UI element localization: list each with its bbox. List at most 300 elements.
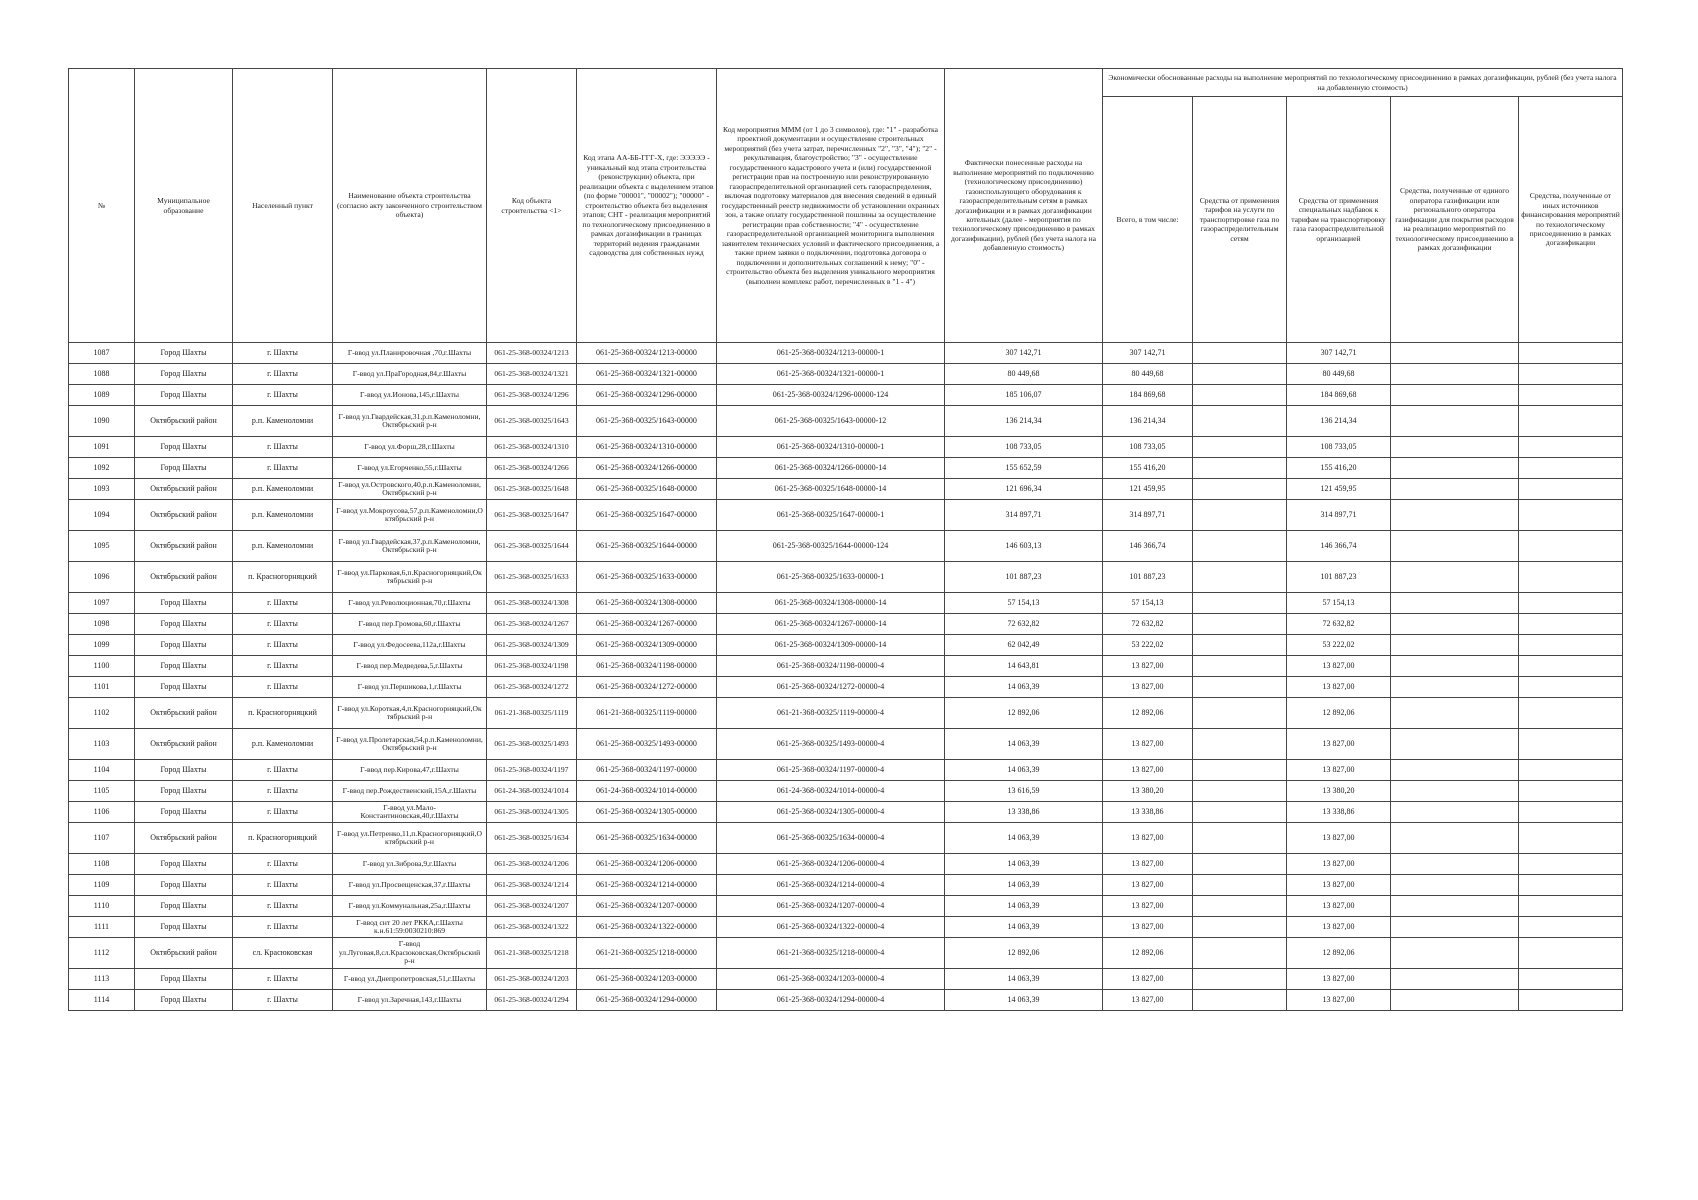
cell-special-markups: 13 380,20	[1287, 781, 1391, 802]
cell-event-code: 061-25-368-00325/1647-00000-1	[717, 500, 945, 531]
table-row	[69, 917, 1623, 938]
cell-municipality: Город Шахты	[135, 802, 233, 823]
cell-total: 13 827,00	[1103, 729, 1193, 760]
cell-object-code: 061-25-368-00324/1309	[487, 635, 577, 656]
cell-total: 13 827,00	[1103, 896, 1193, 917]
header-event-code: Код мероприятия МММ (от 1 до 3 символов), где: "1" - разработка проектной документации и осуществление строительных мероприятий (без учета затрат, перечисленных "2", "3", "4"); "2" - рекультивация, благоустройство; "3" - осуществление государственного кадастрового учета и (или) государственной регистрации прав на построенную или реконструированную газораспределительной организацией сеть газораспределения, включая подготовку материалов для внесения сведений в единый государственный реестр недвижимости об установлении охранных зон, а также оплату государственной пошлины за осуществление регистрации прав собственности; "4" - осуществление газораспределительной организацией мониторинга выполнения заявителем технических условий и фактического присоединения, а также прием заявки о подключении, подготовка договора о подключении и дополнительных соглашений к нему; "0" - строительство объекта без выделения уникального мероприятия (выполнен комплекс работ, перечисленных в "1 - 4")	[717, 69, 945, 343]
cell-num: 1108	[69, 854, 135, 875]
cell-locality: г. Шахты	[233, 385, 333, 406]
cell-event-code: 061-25-368-00325/1634-00000-4	[717, 823, 945, 854]
header-total: Всего, в том числе:	[1103, 97, 1193, 343]
cell-stage-code: 061-25-368-00324/1203-00000	[577, 969, 717, 990]
cell-object-name: Г-ввод ул.Петренко,11,п.Красногорняцкий,О ктябрьский р-н	[333, 823, 487, 854]
cell-actual-costs: 314 897,71	[945, 500, 1103, 531]
cell-tariff-transport	[1193, 677, 1287, 698]
cell-municipality: Октябрьский район	[135, 500, 233, 531]
cell-special-markups: 121 459,95	[1287, 479, 1391, 500]
cell-actual-costs: 13 616,59	[945, 781, 1103, 802]
cell-total: 184 869,68	[1103, 385, 1193, 406]
cell-event-code: 061-25-368-00324/1214-00000-4	[717, 875, 945, 896]
cell-object-name: Г-ввод ул.Ионова,145,г.Шахты	[333, 385, 487, 406]
cell-total: 13 827,00	[1103, 760, 1193, 781]
cell-operator-funds	[1391, 760, 1519, 781]
cell-municipality: Город Шахты	[135, 593, 233, 614]
table-row	[69, 656, 1623, 677]
cell-stage-code: 061-25-368-00325/1633-00000	[577, 562, 717, 593]
cell-stage-code: 061-25-368-00324/1272-00000	[577, 677, 717, 698]
cell-total: 13 827,00	[1103, 656, 1193, 677]
cell-event-code: 061-25-368-00324/1198-00000-4	[717, 656, 945, 677]
cell-num: 1100	[69, 656, 135, 677]
cell-num: 1106	[69, 802, 135, 823]
cell-event-code: 061-21-368-00325/1218-00000-4	[717, 938, 945, 969]
cell-municipality: Город Шахты	[135, 656, 233, 677]
cell-locality: р.п. Каменоломни	[233, 479, 333, 500]
cell-locality: г. Шахты	[233, 917, 333, 938]
cell-other-sources	[1519, 437, 1623, 458]
cell-event-code: 061-25-368-00324/1203-00000-4	[717, 969, 945, 990]
cell-object-code: 061-25-368-00324/1305	[487, 802, 577, 823]
cell-operator-funds	[1391, 635, 1519, 656]
cell-operator-funds	[1391, 729, 1519, 760]
cell-stage-code: 061-25-368-00324/1322-00000	[577, 917, 717, 938]
cell-other-sources	[1519, 531, 1623, 562]
cell-object-code: 061-25-368-00325/1633	[487, 562, 577, 593]
cell-operator-funds	[1391, 781, 1519, 802]
cell-special-markups: 136 214,34	[1287, 406, 1391, 437]
cell-num: 1087	[69, 343, 135, 364]
table-row	[69, 896, 1623, 917]
cell-object-code: 061-25-368-00325/1647	[487, 500, 577, 531]
cell-num: 1103	[69, 729, 135, 760]
cell-actual-costs: 12 892,06	[945, 938, 1103, 969]
table-row	[69, 729, 1623, 760]
cell-num: 1109	[69, 875, 135, 896]
cell-total: 72 632,82	[1103, 614, 1193, 635]
cell-object-name: Г-ввод ул.ПраГородная,84,г.Шахты	[333, 364, 487, 385]
cell-special-markups: 101 887,23	[1287, 562, 1391, 593]
cell-tariff-transport	[1193, 938, 1287, 969]
cell-locality: г. Шахты	[233, 781, 333, 802]
cell-stage-code: 061-25-368-00324/1198-00000	[577, 656, 717, 677]
cell-municipality: Город Шахты	[135, 343, 233, 364]
cell-stage-code: 061-25-368-00324/1207-00000	[577, 896, 717, 917]
cell-event-code: 061-25-368-00324/1267-00000-14	[717, 614, 945, 635]
cell-total: 12 892,06	[1103, 698, 1193, 729]
table-row	[69, 562, 1623, 593]
cell-municipality: Город Шахты	[135, 875, 233, 896]
cell-object-name: Г-ввод пер.Кирова,47,г.Шахты	[333, 760, 487, 781]
cell-object-code: 061-25-368-00324/1272	[487, 677, 577, 698]
cell-actual-costs: 14 063,39	[945, 875, 1103, 896]
cell-actual-costs: 108 733,05	[945, 437, 1103, 458]
table-row	[69, 781, 1623, 802]
cell-total: 12 892,06	[1103, 938, 1193, 969]
cell-event-code: 061-25-368-00325/1633-00000-1	[717, 562, 945, 593]
cell-special-markups: 13 827,00	[1287, 990, 1391, 1011]
cell-total: 13 827,00	[1103, 854, 1193, 875]
cell-tariff-transport	[1193, 990, 1287, 1011]
cell-municipality: Октябрьский район	[135, 406, 233, 437]
cell-actual-costs: 14 063,39	[945, 823, 1103, 854]
header-object-code: Код объекта строительства <1>	[487, 69, 577, 343]
cell-object-code: 061-25-368-00325/1644	[487, 531, 577, 562]
cell-total: 13 827,00	[1103, 875, 1193, 896]
cell-object-code: 061-21-368-00325/1218	[487, 938, 577, 969]
cell-total: 307 142,71	[1103, 343, 1193, 364]
cell-object-name: Г-ввод ул.Першикова,1,г.Шахты	[333, 677, 487, 698]
cell-actual-costs: 14 063,39	[945, 896, 1103, 917]
cell-special-markups: 146 366,74	[1287, 531, 1391, 562]
cell-object-name: Г-ввод ул.Заречная,143,г.Шахты	[333, 990, 487, 1011]
cell-stage-code: 061-25-368-00325/1643-00000	[577, 406, 717, 437]
table-row	[69, 406, 1623, 437]
cell-object-code: 061-25-368-00324/1267	[487, 614, 577, 635]
cell-municipality: Октябрьский район	[135, 823, 233, 854]
cell-locality: г. Шахты	[233, 635, 333, 656]
cell-object-name: Г-ввод ул.Короткая,4,п.Красногорняцкий,Ок тябрьский р-н	[333, 698, 487, 729]
cell-event-code: 061-25-368-00324/1305-00000-4	[717, 802, 945, 823]
cell-num: 1093	[69, 479, 135, 500]
cell-object-code: 061-25-368-00324/1310	[487, 437, 577, 458]
cell-num: 1097	[69, 593, 135, 614]
cell-actual-costs: 307 142,71	[945, 343, 1103, 364]
cell-object-code: 061-25-368-00324/1294	[487, 990, 577, 1011]
header-object-name: Наименование объекта строительства (согласно акту законченного строительством объекта)	[333, 69, 487, 343]
cell-special-markups: 13 827,00	[1287, 677, 1391, 698]
cell-other-sources	[1519, 875, 1623, 896]
cell-event-code: 061-25-368-00324/1207-00000-4	[717, 896, 945, 917]
table-row	[69, 760, 1623, 781]
table-row	[69, 364, 1623, 385]
cell-stage-code: 061-25-368-00324/1214-00000	[577, 875, 717, 896]
cell-actual-costs: 80 449,68	[945, 364, 1103, 385]
cell-other-sources	[1519, 938, 1623, 969]
cell-event-code: 061-25-368-00324/1310-00000-1	[717, 437, 945, 458]
cell-other-sources	[1519, 896, 1623, 917]
cell-special-markups: 13 338,86	[1287, 802, 1391, 823]
header-actual-costs: Фактически понесенные расходы на выполнение мероприятий по подключению (технологическому присоединению) газоиспользующего оборудования к газораспределительным сетям в рамках догазификации и в рамках догазификации котельных (далее - мероприятия по технологическому присоединению в рамках догазификации), рублей (без учета налога на добавленную стоимость)	[945, 69, 1103, 343]
cell-municipality: Город Шахты	[135, 781, 233, 802]
cell-locality: р.п. Каменоломни	[233, 406, 333, 437]
cell-stage-code: 061-25-368-00325/1648-00000	[577, 479, 717, 500]
cell-actual-costs: 72 632,82	[945, 614, 1103, 635]
cell-actual-costs: 14 063,39	[945, 969, 1103, 990]
header-num: №	[69, 69, 135, 343]
cell-num: 1102	[69, 698, 135, 729]
cell-other-sources	[1519, 677, 1623, 698]
header-stage-code: Код этапа АА-ББ-ГГГ-Х, где: ЭЭЭЭЭ - уникальный код этапа строительства (реконструкции) объекта, при реализации объекта с выделением этапов (по форме "00001", "00002"); "00000" - строительство объекта без выделения этапов; СНТ - реализация мероприятий по технологическому присоединению в рамках догазификации в границах территорий ведения гражданами садоводства для собственных нужд	[577, 69, 717, 343]
cell-operator-funds	[1391, 364, 1519, 385]
cell-object-name: Г-ввод ул.Гвардейская,31,р.п.Каменоломни, Октябрьский р-н	[333, 406, 487, 437]
cell-actual-costs: 14 063,39	[945, 854, 1103, 875]
cell-object-name: Г-ввод ул.Мокроусова,57,р.п.Каменоломни,О ктябрьский р-н	[333, 500, 487, 531]
cell-tariff-transport	[1193, 635, 1287, 656]
cell-total: 13 338,86	[1103, 802, 1193, 823]
header-special-markups: Средства от применения специальных надбавок к тарифам на транспортировку газа газораспределительной организацией	[1287, 97, 1391, 343]
cell-object-name: Г-ввод ул.Планировочная ,70,г.Шахты	[333, 343, 487, 364]
cell-object-code: 061-25-368-00324/1308	[487, 593, 577, 614]
cell-total: 53 222,02	[1103, 635, 1193, 656]
cell-total: 136 214,34	[1103, 406, 1193, 437]
cell-object-code: 061-25-368-00324/1266	[487, 458, 577, 479]
cell-actual-costs: 12 892,06	[945, 698, 1103, 729]
cell-other-sources	[1519, 406, 1623, 437]
cell-actual-costs: 121 696,34	[945, 479, 1103, 500]
cell-other-sources	[1519, 458, 1623, 479]
cell-event-code: 061-24-368-00324/1014-00000-4	[717, 781, 945, 802]
cell-num: 1094	[69, 500, 135, 531]
cell-municipality: Город Шахты	[135, 677, 233, 698]
cell-operator-funds	[1391, 458, 1519, 479]
table-row	[69, 479, 1623, 500]
cell-object-name: Г-ввод ул.Просвещенская,37,г.Шахты	[333, 875, 487, 896]
cell-actual-costs: 101 887,23	[945, 562, 1103, 593]
cell-actual-costs: 14 063,39	[945, 729, 1103, 760]
cell-object-name: Г-ввод ул.Федосеева,112а,г.Шахты	[333, 635, 487, 656]
cell-total: 13 827,00	[1103, 969, 1193, 990]
cell-num: 1101	[69, 677, 135, 698]
cell-locality: г. Шахты	[233, 677, 333, 698]
cell-tariff-transport	[1193, 364, 1287, 385]
table-row	[69, 802, 1623, 823]
cell-operator-funds	[1391, 531, 1519, 562]
cell-actual-costs: 155 652,59	[945, 458, 1103, 479]
table-row	[69, 500, 1623, 531]
cell-municipality: Город Шахты	[135, 896, 233, 917]
cell-other-sources	[1519, 614, 1623, 635]
cell-tariff-transport	[1193, 896, 1287, 917]
cell-stage-code: 061-25-368-00324/1305-00000	[577, 802, 717, 823]
table-row	[69, 635, 1623, 656]
cell-object-code: 061-25-368-00324/1197	[487, 760, 577, 781]
cell-num: 1095	[69, 531, 135, 562]
cell-operator-funds	[1391, 802, 1519, 823]
cell-actual-costs: 14 063,39	[945, 917, 1103, 938]
cell-stage-code: 061-24-368-00324/1014-00000	[577, 781, 717, 802]
cell-total: 13 827,00	[1103, 917, 1193, 938]
cell-locality: г. Шахты	[233, 854, 333, 875]
cell-num: 1111	[69, 917, 135, 938]
cell-special-markups: 13 827,00	[1287, 760, 1391, 781]
cell-actual-costs: 14 063,39	[945, 677, 1103, 698]
cell-tariff-transport	[1193, 458, 1287, 479]
cell-actual-costs: 185 106,07	[945, 385, 1103, 406]
cell-event-code: 061-25-368-00325/1648-00000-14	[717, 479, 945, 500]
cell-stage-code: 061-25-368-00324/1267-00000	[577, 614, 717, 635]
cell-operator-funds	[1391, 562, 1519, 593]
cell-operator-funds	[1391, 823, 1519, 854]
cell-object-code: 061-24-368-00324/1014	[487, 781, 577, 802]
cell-object-name: Г-ввод пер.Громова,60,г.Шахты	[333, 614, 487, 635]
header-municipality: Муниципальное образование	[135, 69, 233, 343]
cell-actual-costs: 146 603,13	[945, 531, 1103, 562]
cell-event-code: 061-25-368-00324/1308-00000-14	[717, 593, 945, 614]
table-row	[69, 343, 1623, 364]
cell-object-code: 061-25-368-00324/1207	[487, 896, 577, 917]
cell-num: 1110	[69, 896, 135, 917]
cell-locality: г. Шахты	[233, 896, 333, 917]
cell-locality: г. Шахты	[233, 969, 333, 990]
cell-special-markups: 72 632,82	[1287, 614, 1391, 635]
cell-other-sources	[1519, 760, 1623, 781]
cell-object-name: Г-ввод ул.Революционная,70,г.Шахты	[333, 593, 487, 614]
table-body	[69, 343, 1623, 1011]
cell-operator-funds	[1391, 875, 1519, 896]
cell-object-name: Г-ввод ул.Егорченко,55,г.Шахты	[333, 458, 487, 479]
cell-object-name: Г-ввод ул.Гвардейская,37,р.п.Каменоломни, Октябрьский р-н	[333, 531, 487, 562]
cell-object-name: Г-ввод ул.Форш,28,г.Шахты	[333, 437, 487, 458]
cell-municipality: Город Шахты	[135, 458, 233, 479]
cell-special-markups: 13 827,00	[1287, 823, 1391, 854]
cell-stage-code: 061-25-368-00324/1294-00000	[577, 990, 717, 1011]
cell-num: 1098	[69, 614, 135, 635]
cell-tariff-transport	[1193, 437, 1287, 458]
cell-actual-costs: 14 063,39	[945, 760, 1103, 781]
cell-object-code: 061-25-368-00324/1214	[487, 875, 577, 896]
table-row	[69, 677, 1623, 698]
cell-municipality: Город Шахты	[135, 385, 233, 406]
cell-num: 1107	[69, 823, 135, 854]
cell-special-markups: 314 897,71	[1287, 500, 1391, 531]
cell-locality: г. Шахты	[233, 990, 333, 1011]
cell-locality: сл. Красюковская	[233, 938, 333, 969]
cell-other-sources	[1519, 698, 1623, 729]
cell-event-code: 061-25-368-00324/1309-00000-14	[717, 635, 945, 656]
cell-num: 1113	[69, 969, 135, 990]
cell-event-code: 061-25-368-00324/1197-00000-4	[717, 760, 945, 781]
cell-num: 1096	[69, 562, 135, 593]
cell-special-markups: 80 449,68	[1287, 364, 1391, 385]
cell-operator-funds	[1391, 500, 1519, 531]
cell-locality: п. Красногорняцкий	[233, 823, 333, 854]
cell-tariff-transport	[1193, 614, 1287, 635]
cell-operator-funds	[1391, 896, 1519, 917]
cell-tariff-transport	[1193, 698, 1287, 729]
cell-locality: г. Шахты	[233, 802, 333, 823]
cell-event-code: 061-25-368-00324/1294-00000-4	[717, 990, 945, 1011]
cell-locality: г. Шахты	[233, 614, 333, 635]
cell-operator-funds	[1391, 698, 1519, 729]
cell-other-sources	[1519, 479, 1623, 500]
cell-other-sources	[1519, 917, 1623, 938]
table-row	[69, 823, 1623, 854]
cell-total: 101 887,23	[1103, 562, 1193, 593]
cell-municipality: Город Шахты	[135, 364, 233, 385]
table-row	[69, 385, 1623, 406]
cell-event-code: 061-25-368-00324/1213-00000-1	[717, 343, 945, 364]
cell-locality: р.п. Каменоломни	[233, 500, 333, 531]
cell-special-markups: 53 222,02	[1287, 635, 1391, 656]
cell-object-name: Г-ввод ул.Зиброва,9,г.Шахты	[333, 854, 487, 875]
cell-object-code: 061-21-368-00325/1119	[487, 698, 577, 729]
cell-stage-code: 061-25-368-00324/1296-00000	[577, 385, 717, 406]
cell-object-name: Г-ввод пер.Медведева,5,г.Шахты	[333, 656, 487, 677]
cell-municipality: Октябрьский район	[135, 479, 233, 500]
cell-municipality: Город Шахты	[135, 614, 233, 635]
cell-locality: г. Шахты	[233, 437, 333, 458]
cell-object-name: Г-ввод ул.Мало-Константиновская,40,г.Шахты	[333, 802, 487, 823]
cell-tariff-transport	[1193, 969, 1287, 990]
table-row	[69, 458, 1623, 479]
table-row	[69, 854, 1623, 875]
cell-locality: п. Красногорняцкий	[233, 698, 333, 729]
cell-tariff-transport	[1193, 656, 1287, 677]
cell-total: 108 733,05	[1103, 437, 1193, 458]
cell-tariff-transport	[1193, 531, 1287, 562]
cell-stage-code: 061-25-368-00324/1197-00000	[577, 760, 717, 781]
cell-municipality: Город Шахты	[135, 990, 233, 1011]
cell-special-markups: 12 892,06	[1287, 938, 1391, 969]
cell-actual-costs: 57 154,13	[945, 593, 1103, 614]
cell-object-name: Г-ввод пер.Рождественский,15А,г.Шахты	[333, 781, 487, 802]
cell-event-code: 061-25-368-00324/1322-00000-4	[717, 917, 945, 938]
cell-special-markups: 155 416,20	[1287, 458, 1391, 479]
cell-other-sources	[1519, 562, 1623, 593]
cell-locality: г. Шахты	[233, 760, 333, 781]
cell-municipality: Город Шахты	[135, 635, 233, 656]
header-econ-group: Экономически обоснованные расходы на выполнение мероприятий по технологическому присоединению в рамках догазификации, рублей (без учета налога на добавленную стоимость)	[1103, 69, 1623, 97]
cell-special-markups: 13 827,00	[1287, 896, 1391, 917]
cell-total: 80 449,68	[1103, 364, 1193, 385]
cell-municipality: Октябрьский район	[135, 938, 233, 969]
cell-tariff-transport	[1193, 500, 1287, 531]
cell-municipality: Город Шахты	[135, 854, 233, 875]
cell-operator-funds	[1391, 385, 1519, 406]
cell-event-code: 061-25-368-00324/1272-00000-4	[717, 677, 945, 698]
cell-object-code: 061-25-368-00324/1203	[487, 969, 577, 990]
cell-total: 13 827,00	[1103, 990, 1193, 1011]
cell-event-code: 061-25-368-00324/1296-00000-124	[717, 385, 945, 406]
table-row	[69, 938, 1623, 969]
cell-object-name: Г-ввод ул.Пролетарская,54,р.п.Каменоломни, Октябрьский р-н	[333, 729, 487, 760]
cell-operator-funds	[1391, 854, 1519, 875]
cell-other-sources	[1519, 343, 1623, 364]
cell-stage-code: 061-25-368-00325/1647-00000	[577, 500, 717, 531]
table-row	[69, 969, 1623, 990]
cell-object-code: 061-25-368-00325/1634	[487, 823, 577, 854]
cell-stage-code: 061-25-368-00324/1310-00000	[577, 437, 717, 458]
cell-municipality: Октябрьский район	[135, 729, 233, 760]
cell-num: 1089	[69, 385, 135, 406]
cell-total: 57 154,13	[1103, 593, 1193, 614]
cell-operator-funds	[1391, 969, 1519, 990]
cell-stage-code: 061-25-368-00324/1206-00000	[577, 854, 717, 875]
cell-stage-code: 061-21-368-00325/1218-00000	[577, 938, 717, 969]
table-row	[69, 437, 1623, 458]
cell-special-markups: 13 827,00	[1287, 875, 1391, 896]
cell-locality: р.п. Каменоломни	[233, 531, 333, 562]
cell-event-code: 061-25-368-00325/1493-00000-4	[717, 729, 945, 760]
table-row	[69, 614, 1623, 635]
cell-tariff-transport	[1193, 854, 1287, 875]
cell-other-sources	[1519, 990, 1623, 1011]
cell-total: 146 366,74	[1103, 531, 1193, 562]
cell-special-markups: 12 892,06	[1287, 698, 1391, 729]
cell-stage-code: 061-25-368-00324/1321-00000	[577, 364, 717, 385]
cell-num: 1092	[69, 458, 135, 479]
cell-num: 1091	[69, 437, 135, 458]
cell-event-code: 061-25-368-00324/1266-00000-14	[717, 458, 945, 479]
cell-stage-code: 061-21-368-00325/1119-00000	[577, 698, 717, 729]
table-row	[69, 698, 1623, 729]
header-other-sources: Средства, полученные от иных источников финансирования мероприятий по технологическому присоединению в рамках догазификации	[1519, 97, 1623, 343]
cell-object-name: Г-ввод ул.Островского,40,р.п.Каменоломни, Октябрьский р-н	[333, 479, 487, 500]
cell-stage-code: 061-25-368-00325/1644-00000	[577, 531, 717, 562]
cell-municipality: Октябрьский район	[135, 531, 233, 562]
cell-object-code: 061-25-368-00324/1321	[487, 364, 577, 385]
table-row	[69, 593, 1623, 614]
